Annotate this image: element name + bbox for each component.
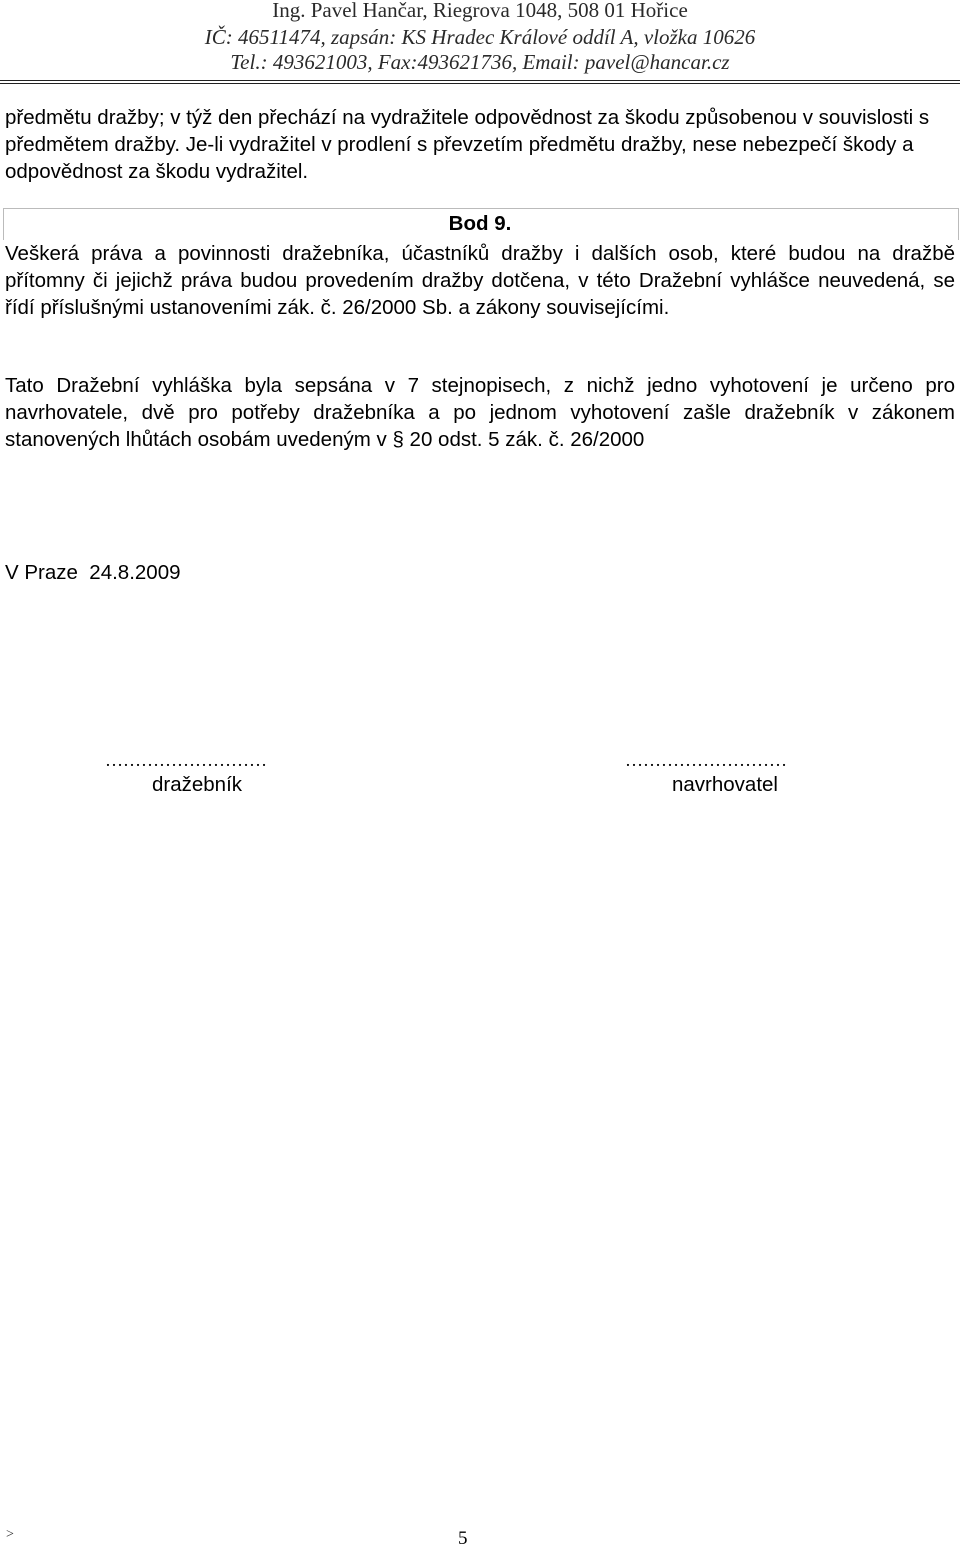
place-date: V Praze 24.8.2009 [5, 561, 181, 584]
signature-line-right: ……………………… [625, 750, 787, 770]
header-divider [0, 80, 960, 81]
header-contact-line: Tel.: 493621003, Fax:493621736, Email: pavel@hancar.cz [230, 50, 730, 74]
section-text: Veškerá práva a povinnosti dražebníka, účastníků dražby i dalších osob, které budou na dražbě přítomny či jejichž práva budou provedením dražby dotčena, v této Dražební vyhlášce neuvedená, se řídí příslušnými ustanoveními zák. č. 26/2000 Sb. a zákony souvisejícími. [5, 242, 955, 319]
signature-label-auctioneer: dražebník [152, 773, 243, 796]
page-number: 5 [458, 1528, 468, 1549]
signature-label-petitioner: navrhovatel [672, 773, 778, 796]
header-divider-2 [0, 83, 960, 84]
footer-marker: > [6, 1527, 14, 1542]
header-company-line: Ing. Pavel Hančar, Riegrova 1048, 508 01 Hořice [272, 0, 688, 22]
section-title: Bod 9. [448, 212, 512, 235]
paragraph-continued: předmětu dražby; v týž den přechází na vydražitele odpovědnost za škodu způsobenou v souvislosti s předmětem dražby. Je-li vydražitel v prodlení s převzetím předmětu dražby, nese nebezpečí škody a odpovědnost za škodu vydražitel. [5, 106, 930, 183]
header-registration-line: IČ: 46511474, zapsán: KS Hradec Králové oddíl A, vložka 10626 [204, 25, 756, 49]
closing-text: Tato Dražební vyhláška byla sepsána v 7 stejnopisech, z nichž jedno vyhotovení je určeno pro navrhovatele, dvě pro potřeby dražebníka a po jednom vyhotovení zašle dražebník v zákonem stanovených lhůtách osobám uvedeným v § 20 odst. 5 zák. č. 26/2000 [5, 374, 955, 451]
signature-line-left: ……………………… [105, 750, 267, 770]
